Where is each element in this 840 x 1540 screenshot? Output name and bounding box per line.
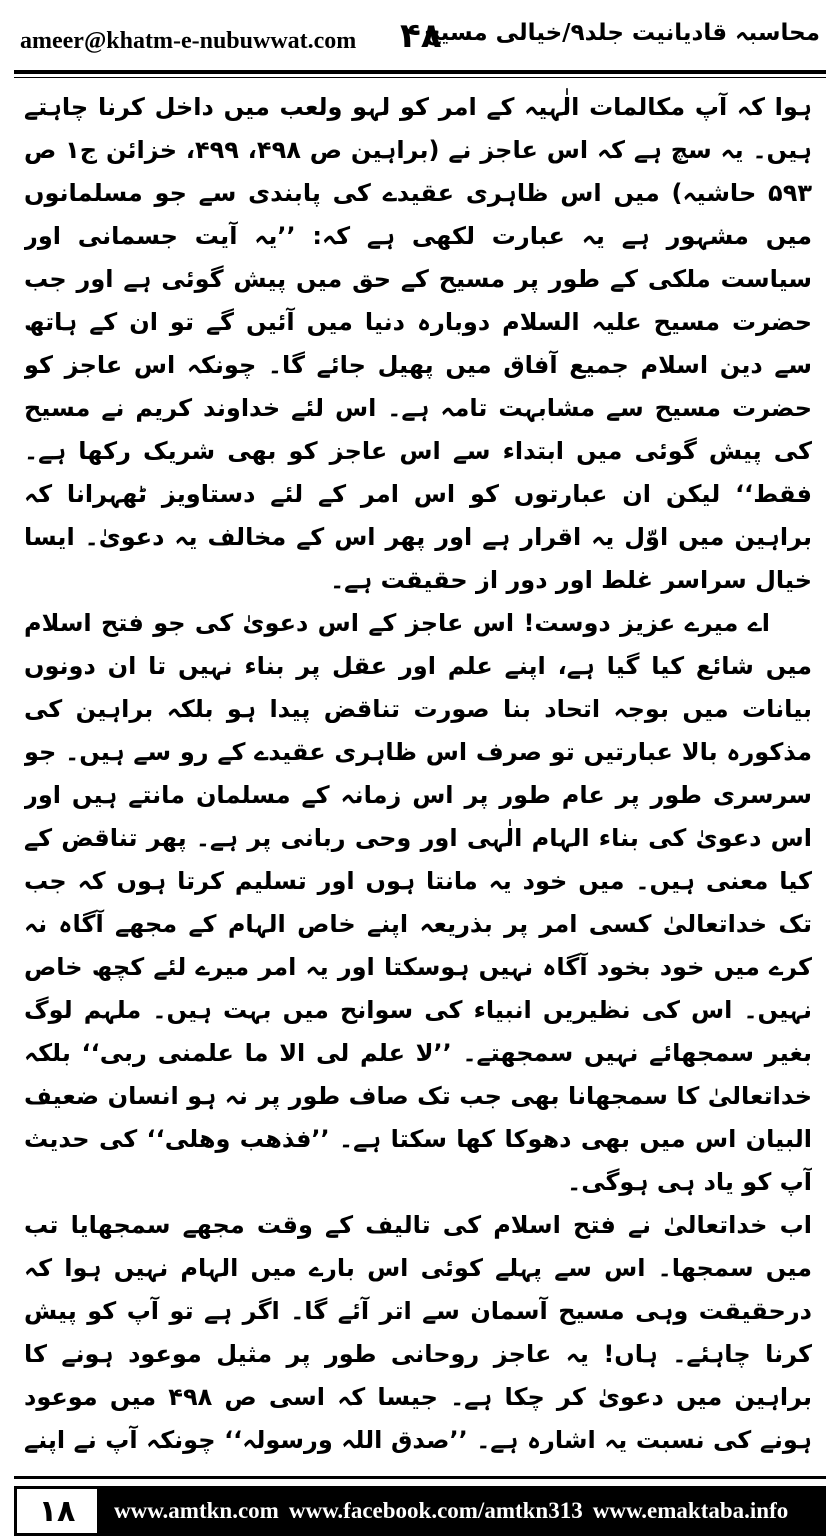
body-text [24,86,812,1464]
page-header [14,14,826,68]
paragraph-3 [24,1204,812,1464]
paragraph-1 [24,86,812,602]
header-title: محاسبہ قادیانیت جلد۹/خیالی مسیح [424,20,820,46]
paragraph-1-text: ہوا کہ آپ مکالمات الٰہیہ کے امر کو لہو ولعب میں داخل کرنا چاہتے ہیں۔ یہ سچ ہے کہ اس عاجز نے (براہین ص ۴۹۸، ۴۹۹، خزائن ج۱ ص ۵۹۳ حاشیہ) میں اس ظاہری عقیدے کی پابندی سے جو مسلمانوں میں مشہور ہے یہ عبارت لکھی ہے کہ: ’’یہ آیت جسمانی اور سیاست ملکی کے طور پر مسیح کے حق میں پیش گوئی ہے اور جب حضرت مسیح علیہ السلام دوبارہ دنیا میں آئیں گے تو ان کے ہاتھ سے دین اسلام جمیع آفاق میں پھیل جائے گا۔ چونکہ اس عاجز کو حضرت مسیح سے مشابہت تامہ ہے۔ اس لئے خداوند کریم نے مسیح کی پیش گوئی میں ابتداء سے اس عاجز کو بھی شریک رکھا ہے۔ فقط‘‘ لیکن ان عبارتوں کو اس امر کے لئے دستاویز ٹھہرانا کہ براہین میں اوّل یہ اقرار ہے اور پھر اس کے مخالف یہ دعویٰ۔ ایسا خیال سراسر غلط اور دور از حقیقت ہے۔ [24,93,812,594]
paragraph-3-text: اب خداتعالیٰ نے فتح اسلام کی تالیف کے وقت مجھے سمجھایا تب میں سمجھا۔ اس سے پہلے کوئی اس بارے میں الہام نہیں ہوا کہ درحقیقت وہی مسیح آسمان سے اتر آئے گا۔ اگر ہے تو آپ کو پیش کرنا چاہئے۔ ہاں! یہ عاجز روحانی طور پر مثیل موعود ہونے کا براہین میں دعویٰ کر چکا ہے۔ جیسا کہ اسی ص ۴۹۸ میں موعود ہونے کی نسبت یہ اشارہ ہے۔ ’’صدق اللہ ورسولہ‘‘ چونکہ آپ نے اپنے [24,1211,812,1454]
header-page-number: ۴۸ [400,16,442,56]
footer-link-emaktaba[interactable]: www.emaktaba.info [592,1498,789,1523]
footer-link-amtkn[interactable]: www.amtkn.com [114,1498,279,1523]
footer-page-number: ۱۸ [14,1486,100,1536]
footer-link-facebook[interactable]: www.facebook.com/amtkn313 [288,1498,583,1523]
footer-links [114,1486,818,1536]
footer-rule [14,1476,826,1479]
page-footer [0,1476,840,1540]
paragraph-2 [24,602,812,1204]
paragraph-2-text: اے میرے عزیز دوست! اس عاجز کے اس دعویٰ کی جو فتح اسلام میں شائع کیا گیا ہے، اپنے علم اور عقل پر بناء نہیں تا ان دونوں بیانات میں بوجہ اتحاد بنا صورت تناقض پیدا ہو بلکہ براہین کی مذکورہ بالا عبارتیں تو صرف اس ظاہری عقیدے کے رو سے ہیں۔ جو سرسری طور پر عام طور پر اس زمانہ کے مسلمان مانتے ہیں اور اس دعویٰ کی بناء الہام الٰہی اور وحی ربانی پر ہے۔ پھر تناقض کے کیا معنی ہیں۔ میں خود یہ مانتا ہوں اور تسلیم کرتا ہوں کہ جب تک خداتعالیٰ کسی امر پر بذریعہ اپنے خاص الہام کے مجھے آگاہ نہ کرے میں خود بخود آگاہ نہیں ہوسکتا اور یہ امر میرے لئے کچھ خاص نہیں۔ اس کی نظیریں انبیاء کی سوانح میں بہت ہیں۔ ملہم لوگ بغیر سمجھائے نہیں سمجھتے۔ ’’لا علم لی الا ما علمنی ربی‘‘ بلکہ خداتعالیٰ کا سمجھانا بھی جب تک صاف طور پر نہ ہو انسان ضعیف البیان اس میں بھی دھوکا کھا سکتا ہے۔ ’’فذھب وھلی‘‘ کی حدیث آپ کو یاد ہی ہوگی۔ [24,609,812,1196]
header-rule-thin [14,77,826,78]
header-rule [14,70,826,74]
header-email[interactable]: ameer@khatm-e-nubuwwat.com [20,28,357,54]
footer-bar [14,1486,826,1536]
